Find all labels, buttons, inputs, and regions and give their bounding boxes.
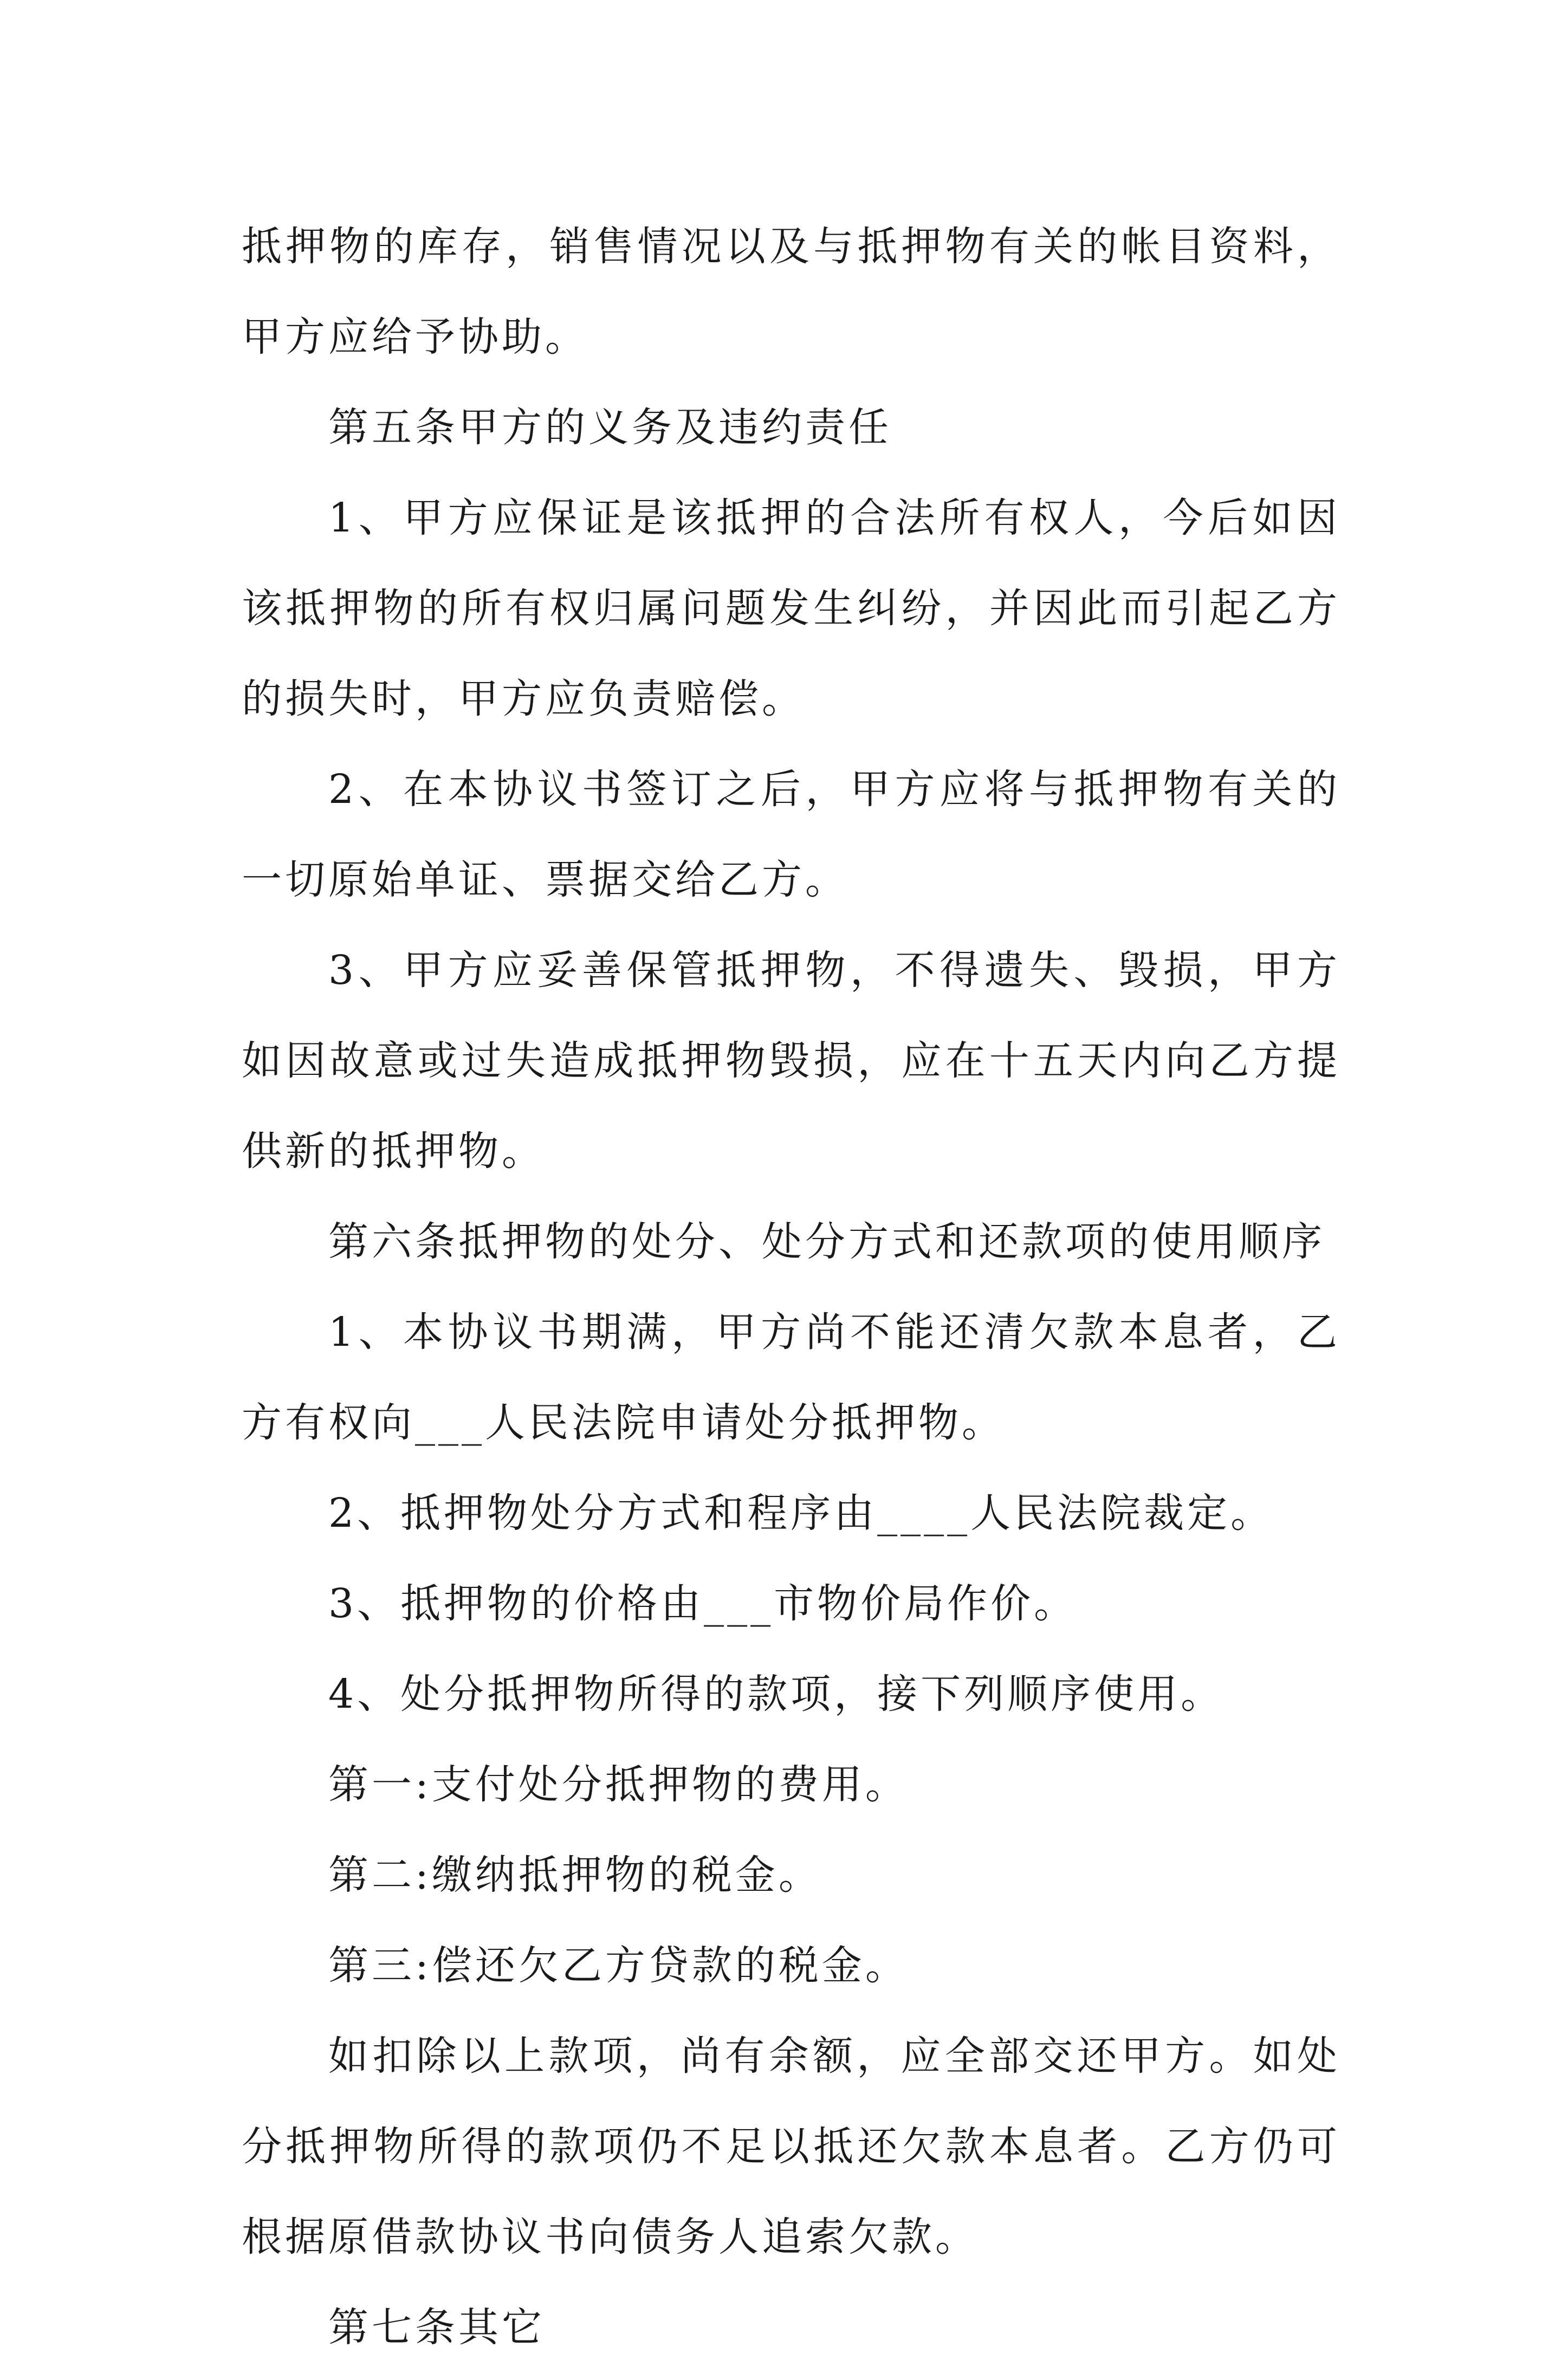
article-5-heading: 第五条甲方的义务及违约责任	[328, 404, 892, 451]
order-item-2: 第二:缴纳抵押物的税金。	[328, 1852, 822, 1898]
article-6-clause-2: 2、抵押物处分方式和程序由____人民法院裁定。	[328, 1490, 1274, 1536]
article-6-remainder: 如扣除以上款项，尚有余额，应全部交还甲方。如处分抵押物所得的款项仍不足以抵还欠款本息者。乙方仍可根据原借款协议书向债务人追索欠款。	[242, 2033, 1340, 2260]
article-6-heading: 第六条抵押物的处分、处分方式和还款项的使用顺序	[328, 1218, 1325, 1265]
article-6-clause-3: 3、抵押物的价格由___市物价局作价。	[328, 1580, 1078, 1627]
paragraph-continuation: 抵押物的库存，销售情况以及与抵押物有关的帐目资料，甲方应给予协助。	[242, 223, 1340, 360]
order-item-1: 第一:支付处分抵押物的费用。	[328, 1761, 909, 1808]
article-5-clause-1: 1、甲方应保证是该抵押的合法所有权人，今后如因该抵押物的所有权归属问题发生纠纷，并因此而引起乙方的损失时，甲方应负责赔偿。	[242, 495, 1340, 722]
order-item-3: 第三:偿还欠乙方贷款的税金。	[328, 1942, 909, 1989]
article-5-clause-2: 2、在本协议书签订之后，甲方应将与抵押物有关的一切原始单证、票据交给乙方。	[242, 766, 1340, 903]
article-5-clause-3: 3、甲方应妥善保管抵押物，不得遗失、毁损，甲方如因故意或过失造成抵押物毁损，应在十五天内向乙方提供新的抵押物。	[242, 947, 1340, 1175]
document-body	[242, 202, 1340, 2373]
article-6-clause-1: 1、本协议书期满，甲方尚不能还清欠款本息者，乙方有权向___人民法院申请处分抵押物。	[242, 1309, 1340, 1446]
article-7-heading: 第七条其它	[328, 2304, 545, 2351]
article-6-clause-4: 4、处分抵押物所得的款项，接下列顺序使用。	[328, 1671, 1224, 1717]
